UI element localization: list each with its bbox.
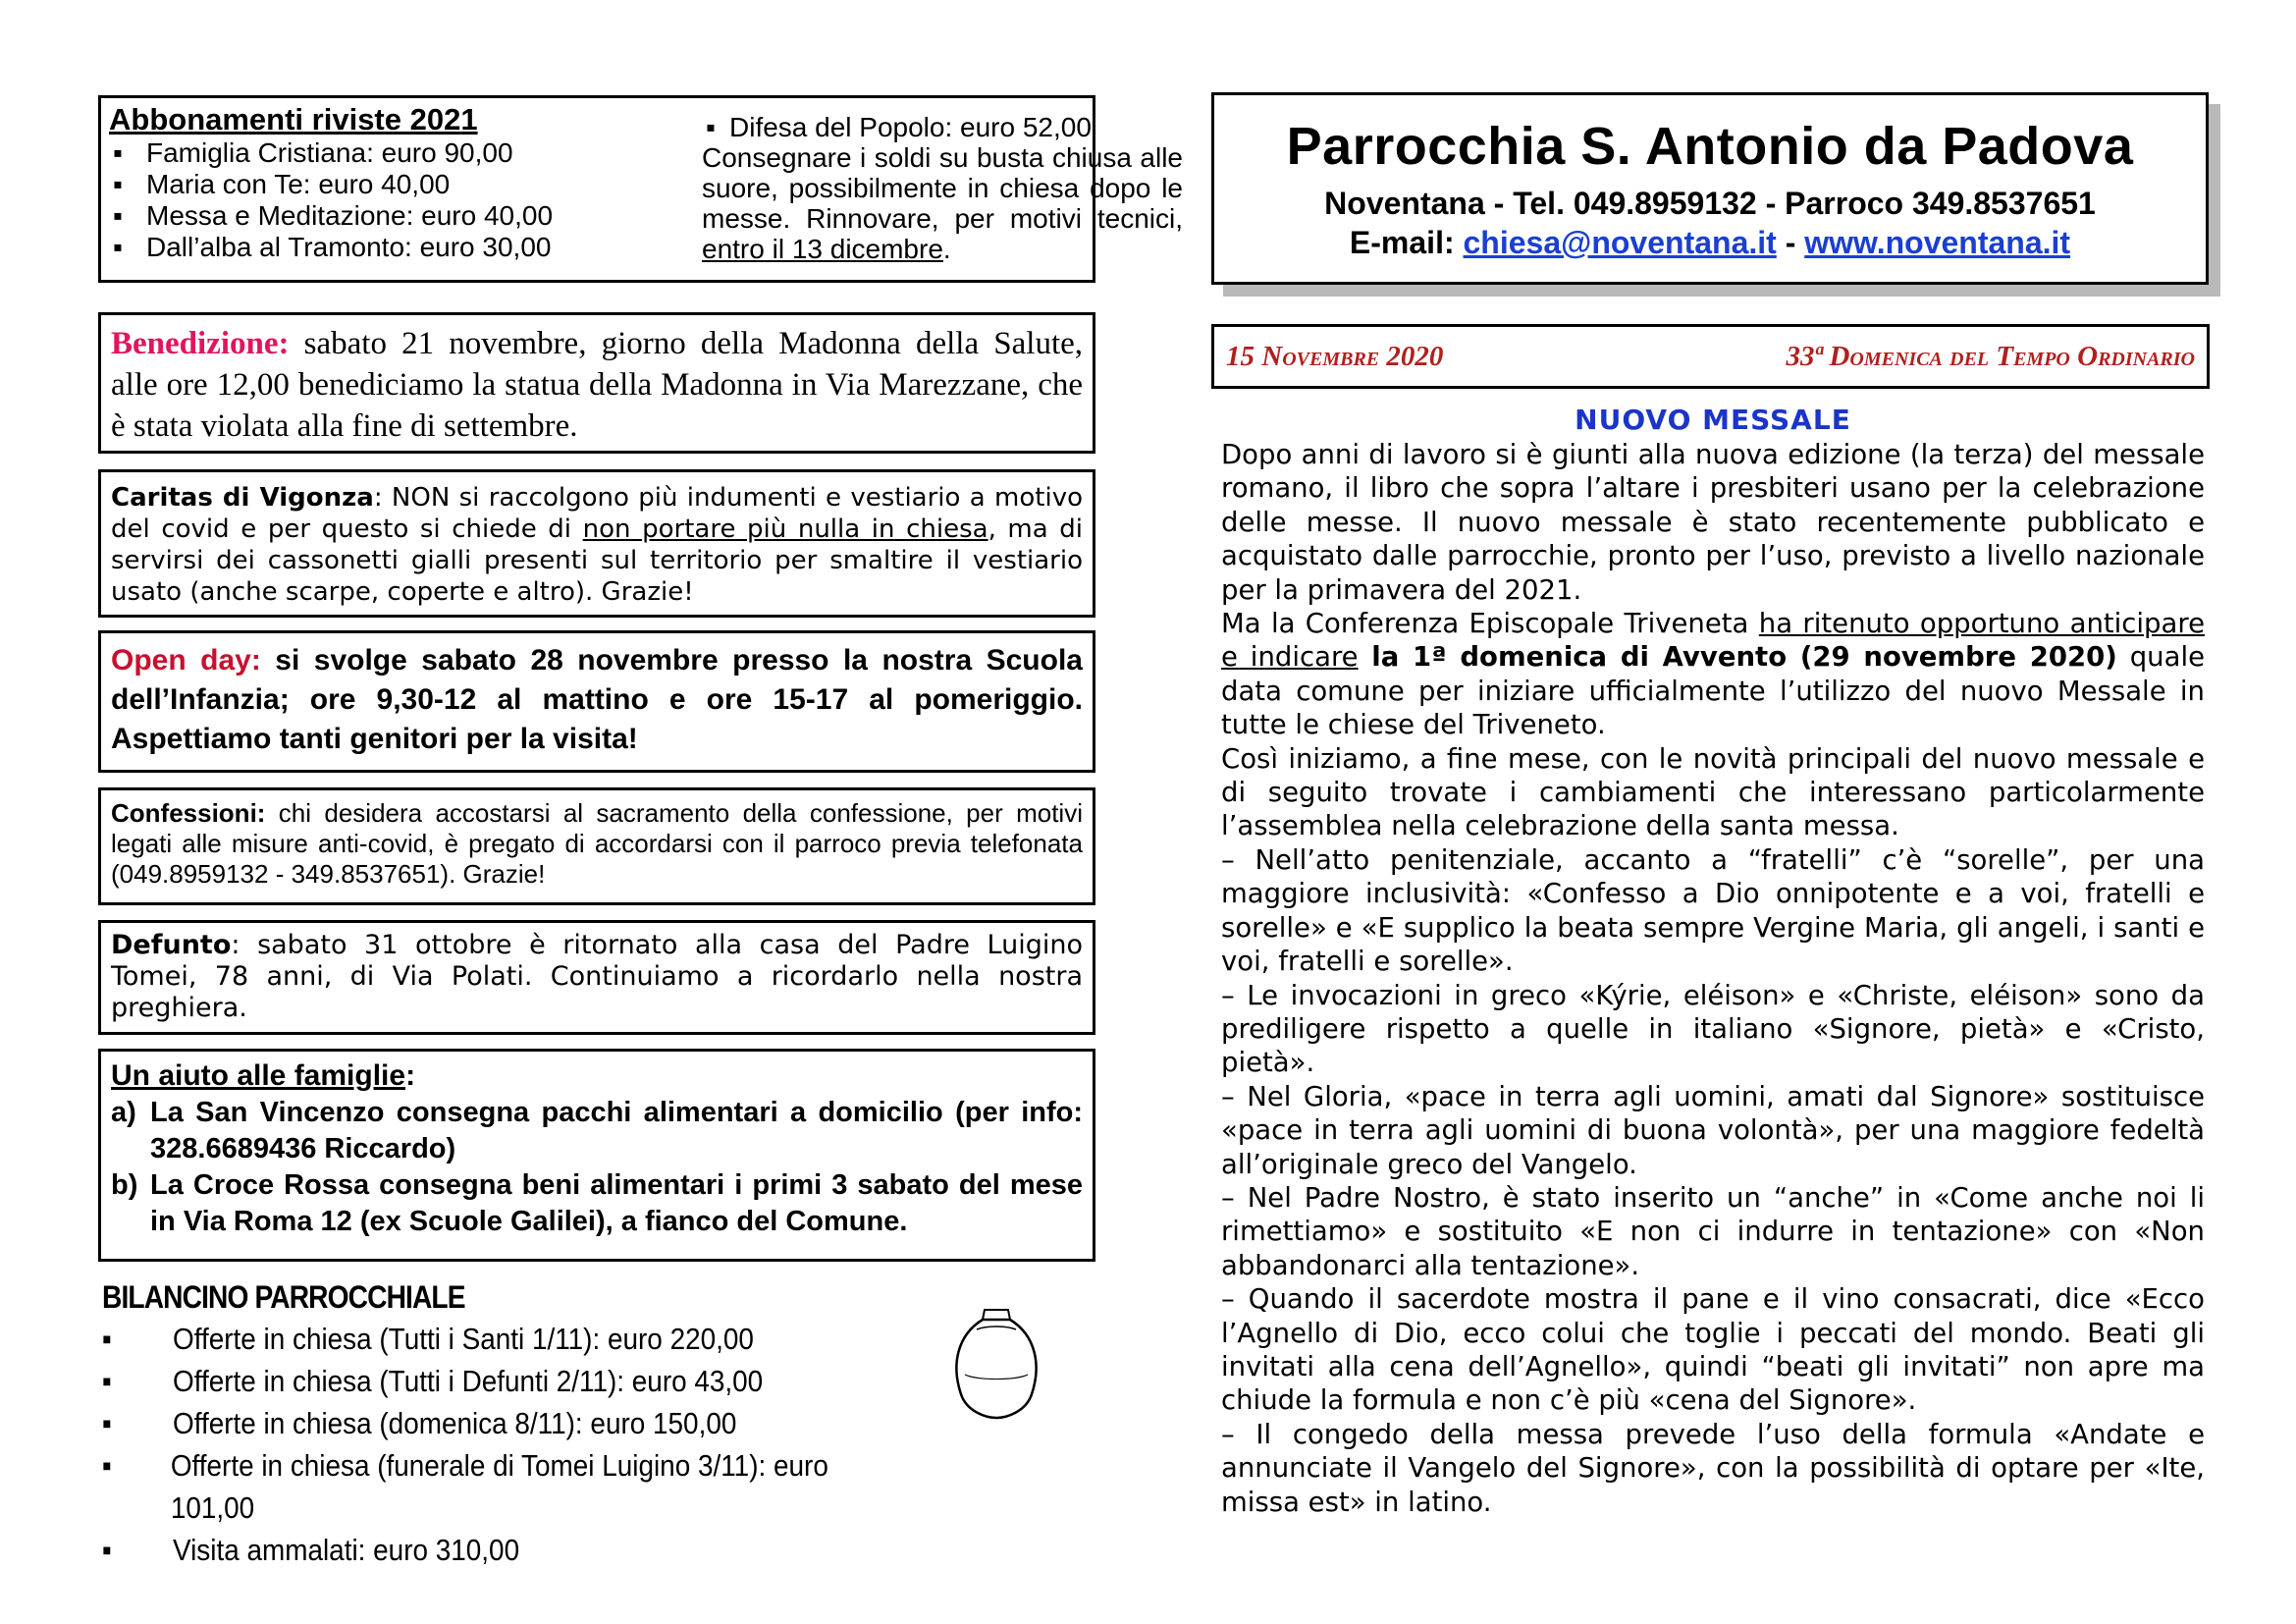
- parish-header: [1211, 92, 2209, 285]
- defunto-label: Defunto: [111, 930, 232, 960]
- article-paragraph: – Nel Padre Nostro, è stato inserito un “anche” in «Come anche noi li rimettiamo» e sostituito «E non ci indurre in tentazione» con «Non abbandonarci alla tentazione».: [1221, 1181, 2205, 1281]
- list-item: ▪ Offerte in chiesa (domenica 8/11): euro 150,00: [102, 1406, 737, 1440]
- openday-text: si svolge sabato 28 novembre presso la nostra Scuola dell’Infanzia; ore 9,30-12 al mattino e ore 15-17 al pomeriggio. Aspettiamo tanti genitori per la visita!: [111, 644, 1083, 755]
- defunto-box: Defunto: sabato 31 ottobre è ritornato alla casa del Padre Luigino Tomei, 78 anni, di Via Polati. Continuiamo a ricordarlo nella nostra preghiera.: [98, 920, 1095, 1035]
- list-item: ▪ Offerte in chiesa (Tutti i Santi 1/11): euro 220,00: [102, 1322, 754, 1356]
- dateline-box: [1211, 324, 2210, 389]
- abbonamenti-title: Abbonamenti riviste 2021: [109, 102, 478, 136]
- list-item: ▪ Visita ammalati: euro 310,00: [102, 1533, 520, 1567]
- caritas-box: Caritas di Vigonza: NON si raccolgono più indumenti e vestiario a motivo del covid e per questo si chiede di non portare più nulla in chiesa, ma di servirsi dei cassonetti gialli presenti sul territorio per smaltire il vestiario usato (anche scarpe, coperte e altro). Grazie!: [98, 469, 1095, 618]
- email-link[interactable]: chiesa@noventana.it: [1463, 225, 1777, 260]
- article-title: NUOVO MESSALE: [1575, 404, 1851, 436]
- article-paragraph: Ma la Conferenza Episcopale Triveneta ha ritenuto opportuno anticipare e indicare la 1ª domenica di Avvento (29 novembre 2020) quale data comune per iniziare ufficialmente l’utilizzo del nuovo Messale in tutte le chiese del Triveneto.: [1221, 608, 2205, 741]
- list-item: a) La San Vincenzo consegna pacchi alimentari a domicilio (per info: 328.6689436 Riccardo): [111, 1097, 1083, 1164]
- abbonamenti-note: Consegnare i soldi su busta chiusa alle suore, possibilmente in chiesa dopo le messe. Rinnovare, per motivi tecnici, entro il 13 dicembre.: [702, 142, 1183, 264]
- website-link[interactable]: www.noventana.it: [1804, 225, 2071, 260]
- bilancino-section: [102, 1276, 986, 1571]
- parish-title: Parrocchia S. Antonio da Padova: [1286, 117, 2134, 176]
- article-paragraph: – Nell’atto penitenziale, accanto a “fratelli” c’è “sorelle”, per una maggiore inclusività: «Confesso a Dio onnipotente e a voi, fratelli e sorelle» e «E supplico la beata sempre Vergine Maria, gli angeli, i santi e voi, fratelli e sorelle».: [1221, 843, 2205, 978]
- abbonamenti-list: [109, 137, 688, 263]
- article-nuovo-messale: [1221, 403, 2205, 1519]
- article-paragraph: – Le invocazioni in greco «Kýrie, eléison» e «Christe, eléison» sono da prediligere rispetto a quelle in italiano «Signore, pietà» e «Cristo, pietà».: [1221, 979, 2205, 1079]
- article-paragraph: – Il congedo della messa prevede l’uso della formula «Andate e annunciate il Vangelo del Signore», con la possibilità di optare per «Ite, missa est» in latino.: [1221, 1418, 2205, 1518]
- parish-contacts: Noventana - Tel. 049.8959132 - Parroco 349.8537651: [1324, 186, 2096, 221]
- list-item: ▪ Offerte in chiesa (funerale di Tomei Luigino 3/11): euro 101,00: [102, 1448, 828, 1525]
- list-item: ▪ Difesa del Popolo: euro 52,00: [702, 112, 1183, 142]
- aiuto-box: [98, 1049, 1095, 1262]
- issue-date: 15 Novembre 2020: [1226, 341, 1444, 372]
- parish-web: E-mail: chiesa@noventana.it - www.noventana.it: [1349, 225, 2071, 260]
- bilancino-title: BILANCINO PARROCCHIALE: [102, 1279, 465, 1315]
- article-paragraph: – Nel Gloria, «pace in terra agli uomini, amati dal Signore» sostituisce «pace in terra agli uomini di buona volontà», per una maggiore fedeltà all’originale greco del Vangelo.: [1221, 1080, 2205, 1180]
- list-item: b) La Croce Rossa consegna beni alimentari i primi 3 sabato del mese in Via Roma 12 (ex Scuole Galilei), a fianco del Comune.: [111, 1169, 1083, 1237]
- list-item: ▪ Maria con Te: euro 40,00: [109, 169, 688, 200]
- aiuto-title: Un aiuto alle famiglie:: [111, 1059, 416, 1092]
- offering-jar-icon: [947, 1306, 1045, 1422]
- caritas-label: Caritas di Vigonza: [111, 483, 374, 513]
- article-paragraph: Dopo anni di lavoro si è giunti alla nuova edizione (la terza) del messale romano, il libro che sopra l’altare i presbiteri usano per la celebrazione delle messe. Il nuovo messale è stato recentemente pubblicato e acquistato dalle parrocchie, pronto per l’uso, previsto a livello nazionale per la primavera del 2021.: [1221, 439, 2205, 606]
- list-item: ▪ Famiglia Cristiana: euro 90,00: [109, 137, 688, 169]
- list-item: ▪ Dall’alba al Tramonto: euro 30,00: [109, 232, 688, 263]
- abbonamenti-box: [98, 95, 1183, 283]
- benedizione-text: sabato 21 novembre, giorno della Madonna della Salute, alle ore 12,00 benediciamo la statua della Madonna in Via Marezzane, che è stata violata alla fine di settembre.: [111, 326, 1084, 444]
- confessioni-box: Confessioni: chi desidera accostarsi al sacramento della confessione, per motivi legati alle misure anti-covid, è pregato di accordarsi con il parroco previa telefonata (049.8959132 - 349.8537651). Grazie!: [98, 787, 1095, 905]
- benedizione-label: Benedizione:: [111, 326, 290, 361]
- list-item: ▪ Messa e Meditazione: euro 40,00: [109, 200, 688, 232]
- article-paragraph: Così iniziamo, a fine mese, con le novità principali del nuovo messale e di seguito trovate i cambiamenti che interessano particolarmente l’assemblea nella celebrazione della santa messa.: [1221, 742, 2205, 842]
- openday-box: [98, 630, 1095, 773]
- list-item: ▪ Offerte in chiesa (Tutti i Defunti 2/11): euro 43,00: [102, 1364, 764, 1398]
- liturgical-sunday: 33ª Domenica del Tempo Ordinario: [1786, 341, 2195, 372]
- openday-label: Open day:: [111, 644, 261, 677]
- article-paragraph: – Quando il sacerdote mostra il pane e il vino consacrati, dice «Ecco l’Agnello di Dio, ecco colui che toglie i peccati del mondo. Beati gli invitati alla cena dell’Agnello», quindi “beati gli invitati” non apre ma chiude la formula e non c’è più «cena del Signore».: [1221, 1283, 2205, 1417]
- confessioni-label: Confessioni:: [111, 798, 266, 828]
- benedizione-box: [98, 312, 1095, 454]
